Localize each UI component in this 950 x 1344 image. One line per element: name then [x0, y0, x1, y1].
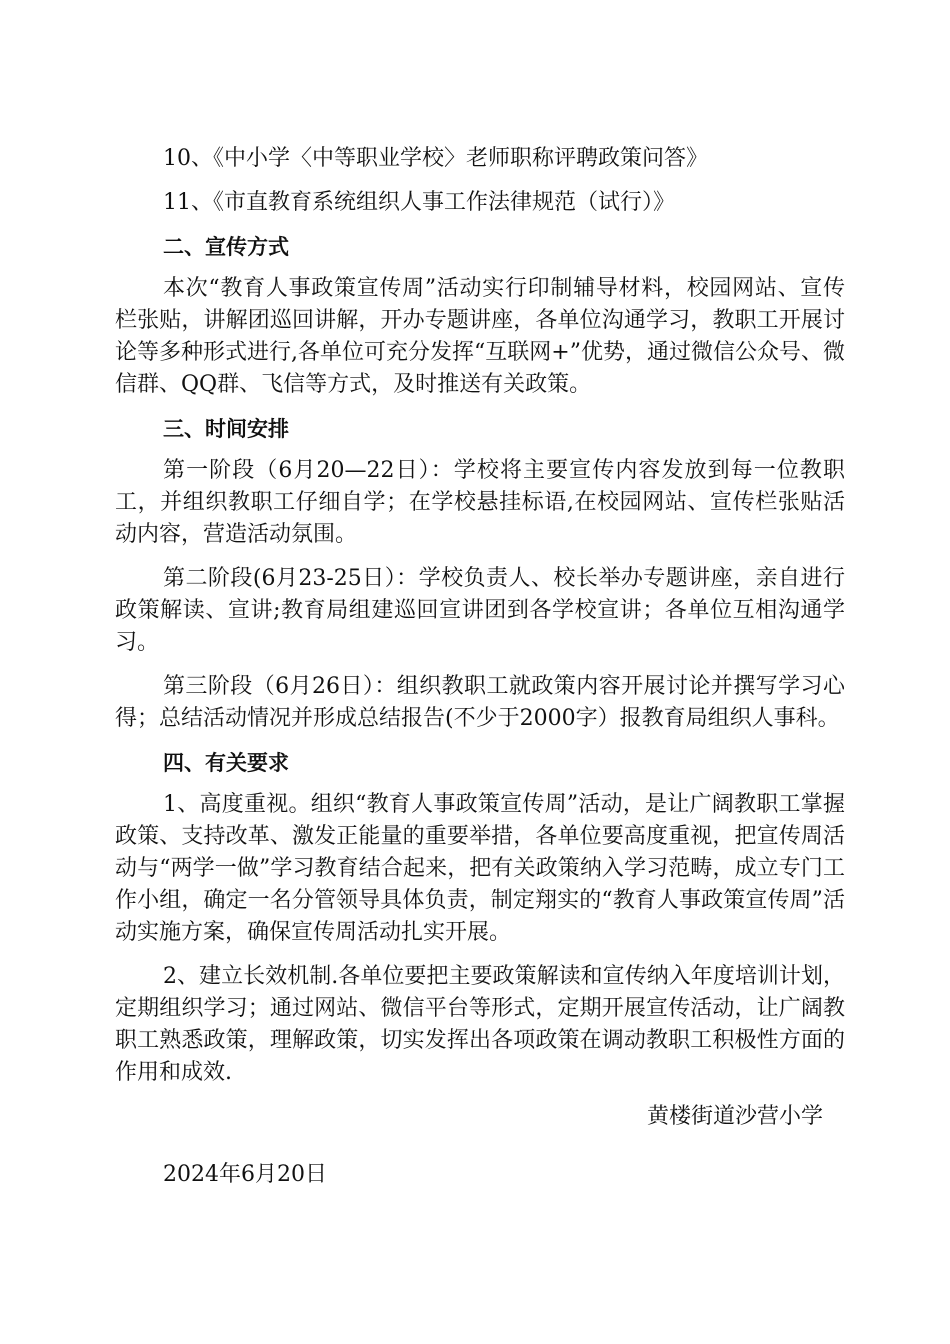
section-heading-publicity-method: 二、宣传方式: [163, 235, 289, 259]
publicity-method-paragraph: 本次“教育人事政策宣传周”活动实行印制辅导材料，校园网站、宣传栏张贴，讲解团巡回讲解，开办专题讲座，各单位沟通学习，教职工开展讨论等多种形式进行,各单位可充分发挥“互联网+”优势，通过微信公众号、微信群、QQ群、飞信等方式，及时推送有关政策。: [115, 276, 845, 397]
policy-list-item-10: 10、《中小学〈中等职业学校〉老师职称评聘政策问答》: [163, 146, 708, 171]
signature-organization: 黄楼街道沙营小学: [646, 1104, 823, 1129]
document-body: [115, 143, 845, 1191]
section-heading-requirements: 四、有关要求: [163, 751, 289, 775]
schedule-stage-2: 第二阶段(6月23-25日）：学校负责人、校长举办专题讲座，亲自进行政策解读、宣讲;教育局组建巡回宣讲团到各学校宣讲；各单位互相沟通学习。: [115, 566, 845, 655]
schedule-stage-3: 第三阶段（6月26日）：组织教职工就政策内容开展讨论并撰写学习心得；总结活动情况并形成总结报告(不少于2000字）报教育局组织人事科。: [115, 674, 845, 731]
document-date: 2024年6月20日: [163, 1162, 327, 1187]
schedule-stage-1: 第一阶段（6月20—22日）：学校将主要宣传内容发放到每一位教职工，并组织教职工仔细自学；在学校悬挂标语,在校园网站、宣传栏张贴活动内容，营造活动氛围。: [115, 458, 845, 547]
requirement-item-2: 2、建立长效机制.各单位要把主要政策解读和宣传纳入年度培训计划，定期组织学习；通过网站、微信平台等形式，定期开展宣传活动，让广阔教职工熟悉政策，理解政策，切实发挥出各项政策在调动教职工积极性方面的作用和成效.: [115, 964, 845, 1085]
section-heading-schedule: 三、时间安排: [163, 417, 289, 441]
requirement-item-1: 1、高度重视。组织“教育人事政策宣传周”活动，是让广阔教职工掌握政策、支持改革、激发正能量的重要举措，各单位要高度重视，把宣传周活动与“两学一做”学习教育结合起来，把有关政策纳入学习范畴，成立专门工作小组，确定一名分管领导具体负责，制定翔实的“教育人事政策宣传周”活动实施方案，确保宣传周活动扎实开展。: [115, 792, 845, 945]
policy-list-item-11: 11、《市直教育系统组织人事工作法律规范（试行）》: [163, 190, 675, 215]
